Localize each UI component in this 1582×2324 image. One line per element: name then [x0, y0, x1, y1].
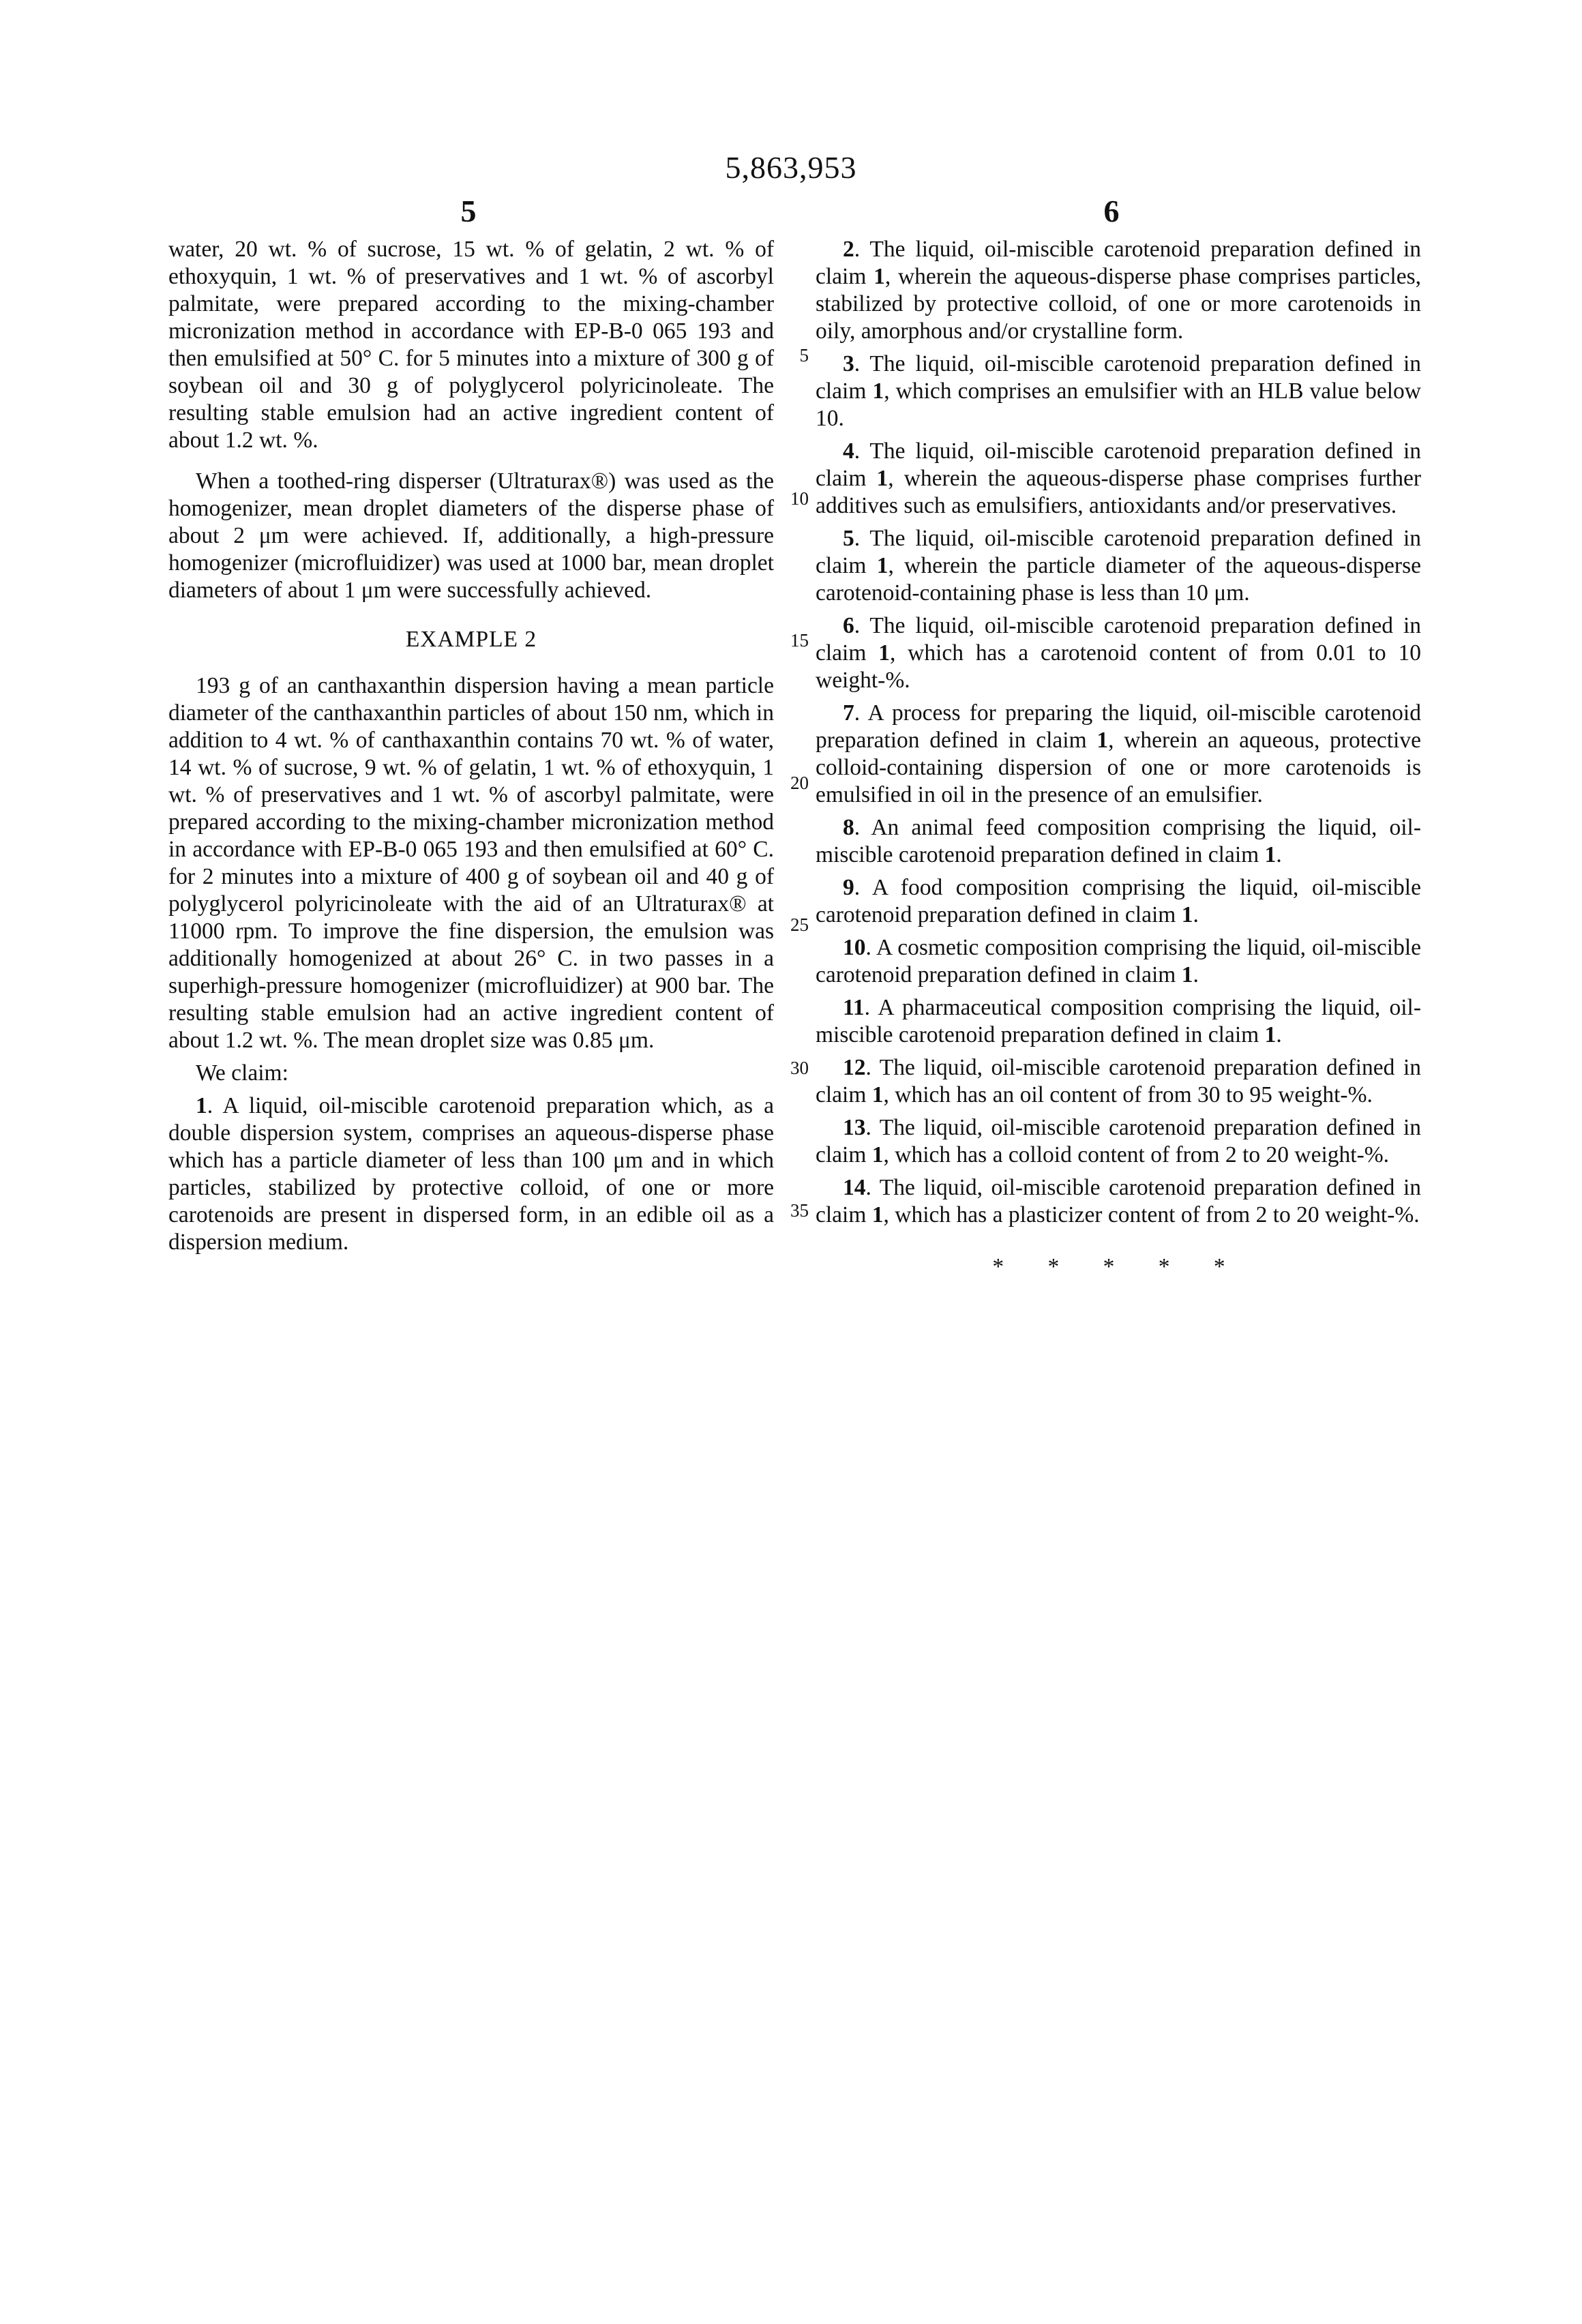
- claim-8: [816, 814, 1421, 869]
- claim-number: 3: [843, 351, 854, 376]
- claim-text: , wherein the particle diameter of the aqueous-disperse carotenoid-containing phase is less than 10 μm.: [816, 553, 1421, 606]
- claim-number: 13: [843, 1115, 866, 1140]
- claim-text: . The liquid, oil-miscible carotenoid preparation defined in claim: [816, 1175, 1421, 1227]
- claim-ref: 1: [872, 1202, 884, 1227]
- claim-ref: 1: [874, 264, 885, 289]
- claim-ref: 1: [877, 466, 889, 491]
- claim-text: . A process for preparing the liquid, oil-miscible carotenoid preparation defined in claim: [816, 700, 1421, 753]
- claim-ref: 1: [1182, 902, 1193, 927]
- claim-text: . The liquid, oil-miscible carotenoid preparation defined in claim: [816, 237, 1421, 289]
- line-number: 5: [800, 345, 809, 366]
- claim-text: . The liquid, oil-miscible carotenoid preparation defined in claim: [816, 613, 1421, 666]
- claim-text: , which has an oil content of from 30 to 95 weight-%.: [884, 1082, 1373, 1107]
- claim-6: [816, 612, 1421, 694]
- claim-text: . A cosmetic composition comprising the liquid, oil-miscible carotenoid preparation defined in claim: [816, 935, 1421, 987]
- claim-number: 4: [843, 438, 854, 464]
- claim-ref: 1: [1096, 728, 1108, 753]
- claim-number: 9: [843, 875, 854, 900]
- claim-text: . A food composition comprising the liquid, oil-miscible carotenoid preparation defined in claim: [816, 875, 1421, 927]
- claim-text: , wherein an aqueous, protective colloid-containing dispersion of one or more carotenoids is emulsified in oil in the presence of an emulsifier.: [816, 728, 1421, 807]
- claim-number: 2: [843, 237, 854, 262]
- claim-text: , which has a colloid content of from 2 to 20 weight-%.: [884, 1142, 1389, 1167]
- line-numbers: [781, 236, 809, 1327]
- claim-number: 14: [843, 1175, 866, 1200]
- line-number: 15: [790, 630, 809, 651]
- claim-2: [816, 236, 1421, 345]
- claim-number: 11: [843, 995, 865, 1020]
- claim-text: .: [1276, 1022, 1281, 1047]
- claim-text: .: [1193, 902, 1198, 927]
- end-marker: * * * * *: [816, 1253, 1421, 1281]
- left-column: [168, 236, 774, 1262]
- claim-14: [816, 1174, 1421, 1229]
- paragraph: When a toothed-ring disperser (Ultraturax®) was used as the homogenizer, mean droplet diameters of the disperse phase of about 2 μm were achieved. If, additionally, a high-pressure homogenizer (microfluidizer) was used at 1000 bar, mean droplet diameters of about 1 μm were successfully achieved.: [168, 468, 774, 604]
- we-claim-label: We claim:: [168, 1060, 774, 1087]
- paragraph: water, 20 wt. % of sucrose, 15 wt. % of gelatin, 2 wt. % of ethoxyquin, 1 wt. % of preservatives and 1 wt. % of ascorbyl palmitate, were prepared according to the mixing-chamber micronization method in accordance with EP-B-0 065 193 and then emulsified at 50° C. for 5 minutes into a mixture of 300 g of soybean oil and 30 g of polyglycerol polyricinoleate. The resulting stable emulsion had an active ingredient content of about 1.2 wt. %.: [168, 236, 774, 454]
- claim-text: . The liquid, oil-miscible carotenoid preparation defined in claim: [816, 526, 1421, 578]
- page-number-right: 6: [1077, 192, 1146, 230]
- claim-ref: 1: [877, 553, 889, 578]
- claim-12: [816, 1054, 1421, 1109]
- claim-text: .: [1193, 962, 1198, 987]
- claim-text: . A pharmaceutical composition comprising the liquid, oil-miscible carotenoid preparation defined in claim: [816, 995, 1421, 1047]
- example-heading: EXAMPLE 2: [168, 626, 774, 653]
- claim-number: 8: [843, 815, 854, 840]
- claim-text: , which has a carotenoid content of from 0.01 to 10 weight-%.: [816, 640, 1421, 693]
- line-number: 25: [790, 914, 809, 936]
- claim-text: .: [1276, 842, 1281, 867]
- claim-ref: 1: [1265, 1022, 1277, 1047]
- claim-7: [816, 700, 1421, 809]
- claim-10: [816, 934, 1421, 989]
- claim-9: [816, 874, 1421, 929]
- claim-text: . The liquid, oil-miscible carotenoid preparation defined in claim: [816, 438, 1421, 491]
- claim-number: 1: [196, 1093, 207, 1118]
- claim-3: [816, 351, 1421, 432]
- claim-text: , which comprises an emulsifier with an HLB value below 10.: [816, 378, 1421, 431]
- claim-number: 12: [843, 1055, 866, 1080]
- claim-ref: 1: [872, 378, 884, 404]
- claim-number: 6: [843, 613, 854, 638]
- claim-text: , wherein the aqueous-disperse phase comprises particles, stabilized by protective colloid, of one or more carotenoids in oily, amorphous and/or crystalline form.: [816, 264, 1421, 344]
- claim-ref: 1: [1182, 962, 1193, 987]
- line-number: 10: [790, 488, 809, 509]
- paragraph: 193 g of an canthaxanthin dispersion having a mean particle diameter of the canthaxanthin particles of about 150 nm, which in addition to 4 wt. % of canthaxanthin contains 70 wt. % of water, 14 wt. % of sucrose, 9 wt. % of gelatin, 1 wt. % of ethoxyquin, 1 wt. % of preservatives and 1 wt. % of ascorbyl palmitate, were prepared according to the mixing-chamber micronization method in accordance with EP-B-0 065 193 and then emulsified at 60° C. for 2 minutes into a mixture of 400 g of soybean oil and 40 g of polyglycerol polyricinoleate with the aid of an Ultraturax® at 11000 rpm. To improve the fine dispersion, the emulsion was additionally homogenized at about 26° C. in two passes in a superhigh-pressure homogenizer (microfluidizer) at 900 bar. The resulting stable emulsion had an active ingredient content of about 1.2 wt. %. The mean droplet size was 0.85 μm.: [168, 672, 774, 1054]
- claim-number: 7: [843, 700, 854, 726]
- claim-5: [816, 525, 1421, 607]
- claim-11: [816, 994, 1421, 1049]
- claim-4: [816, 438, 1421, 520]
- claim-text: , wherein the aqueous-disperse phase comprises further additives such as emulsifiers, antioxidants and/or preservatives.: [816, 466, 1421, 518]
- claim-ref: 1: [878, 640, 890, 666]
- claim-ref: 1: [872, 1142, 884, 1167]
- claim-text: . The liquid, oil-miscible carotenoid preparation defined in claim: [816, 1115, 1421, 1167]
- claim-ref: 1: [1265, 842, 1277, 867]
- claim-text: . The liquid, oil-miscible carotenoid preparation defined in claim: [816, 1055, 1421, 1107]
- claim-text: . The liquid, oil-miscible carotenoid preparation defined in claim: [816, 351, 1421, 404]
- claim-text: , which has a plasticizer content of from 2 to 20 weight-%.: [884, 1202, 1420, 1227]
- page-number-left: 5: [434, 192, 503, 230]
- claim-number: 10: [843, 935, 866, 960]
- line-number: 30: [790, 1058, 809, 1079]
- claim-1: [168, 1092, 774, 1256]
- claim-text: . A liquid, oil-miscible carotenoid preparation which, as a double dispersion system, comprises an aqueous-disperse phase which has a particle diameter of less than 100 μm and in which particles, stabilized by protective colloid, of one or more carotenoids are present in dispersed form, in an edible oil as a dispersion medium.: [168, 1093, 774, 1255]
- claim-13: [816, 1114, 1421, 1169]
- claim-number: 5: [843, 526, 854, 551]
- line-number: 35: [790, 1200, 809, 1221]
- claim-ref: 1: [872, 1082, 884, 1107]
- claim-text: . An animal feed composition comprising the liquid, oil-miscible carotenoid preparation defined in claim: [816, 815, 1421, 867]
- patent-number: 5,863,953: [0, 149, 1582, 187]
- right-column: [816, 236, 1421, 1281]
- line-number: 20: [790, 773, 809, 794]
